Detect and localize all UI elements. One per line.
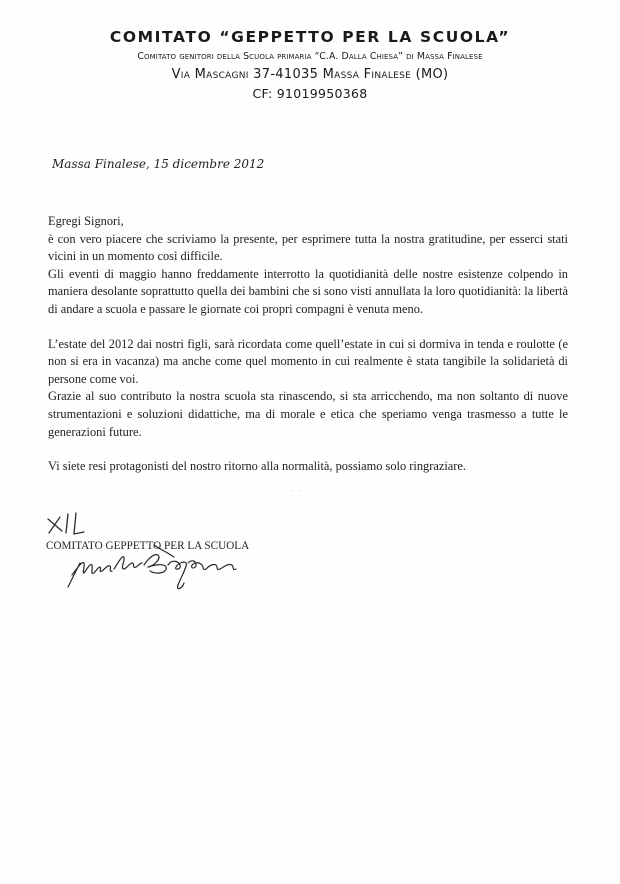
letter-body — [48, 213, 568, 476]
letterhead-fiscal-code: CF: 91019950368 — [252, 86, 368, 101]
paragraph-5: Vi siete resi protagonisti del nostro ritorno alla normalità, possiamo solo ringraziare. — [48, 459, 467, 474]
scan-specks: · · — [290, 488, 305, 495]
letterhead-address: Via Mascagni 37-41035 Massa Finalese (MO) — [171, 67, 449, 82]
handwritten-signature-image — [32, 505, 312, 605]
paragraph-3: L’estate del 2012 dai nostri figli, sarà ricordata come quell’estate in cui si dormiva in tenda e roulotte (e non si era in vacanza) ma anche come quel momento in cui realmente è stata tangibile la solidarietà di persone come voi. — [48, 336, 568, 386]
paragraph-gap — [48, 441, 568, 458]
salutation: Egregi Signori, — [48, 214, 124, 228]
signature-stroke — [168, 561, 186, 588]
signature-stroke — [72, 563, 112, 575]
signature-stroke — [144, 555, 166, 573]
signature-label: COMITATO GEPPETTO PER LA SCUOLA — [46, 540, 250, 552]
initials-stroke — [74, 513, 84, 534]
signature-stroke — [114, 557, 142, 569]
letterhead-subtitle: Comitato genitori della Scuola primaria “C.A. Dalla Chiesa” di Massa Finalese — [137, 51, 483, 62]
paragraph-4: Grazie al suo contributo la nostra scuola sta rinascendo, si sta arricchendo, ma non soltanto di nuove strumentazioni e soluzioni didattiche, ma di morale e etica che speriamo venga trasmesso a tutte le generazioni future. — [48, 389, 568, 439]
initials-stroke — [66, 514, 68, 533]
paragraph-gap — [48, 319, 568, 336]
paragraph-2: Gli eventi di maggio hanno freddamente interrotto la quotidianità delle nostre esistenze colpendo in maniera desolante soprattutto quella dei bambini che si sono visti annullata la loro quotidianità: la libertà di andare a scuola e passare le giornate coi propri compagni è venuta meno. — [48, 266, 568, 316]
date-line: Massa Finalese, 15 dicembre 2012 — [52, 157, 265, 171]
letterhead-title: COMITATO “GEPPETTO PER LA SCUOLA” — [109, 28, 511, 46]
paragraph-1: è con vero piacere che scriviamo la presente, per esprimere tutta la nostra gratitudine, per esserci stati vicini in un momento così difficile. — [48, 231, 568, 264]
signature-block — [32, 505, 312, 605]
initials-stroke — [49, 517, 60, 533]
signature-stroke — [188, 561, 236, 570]
